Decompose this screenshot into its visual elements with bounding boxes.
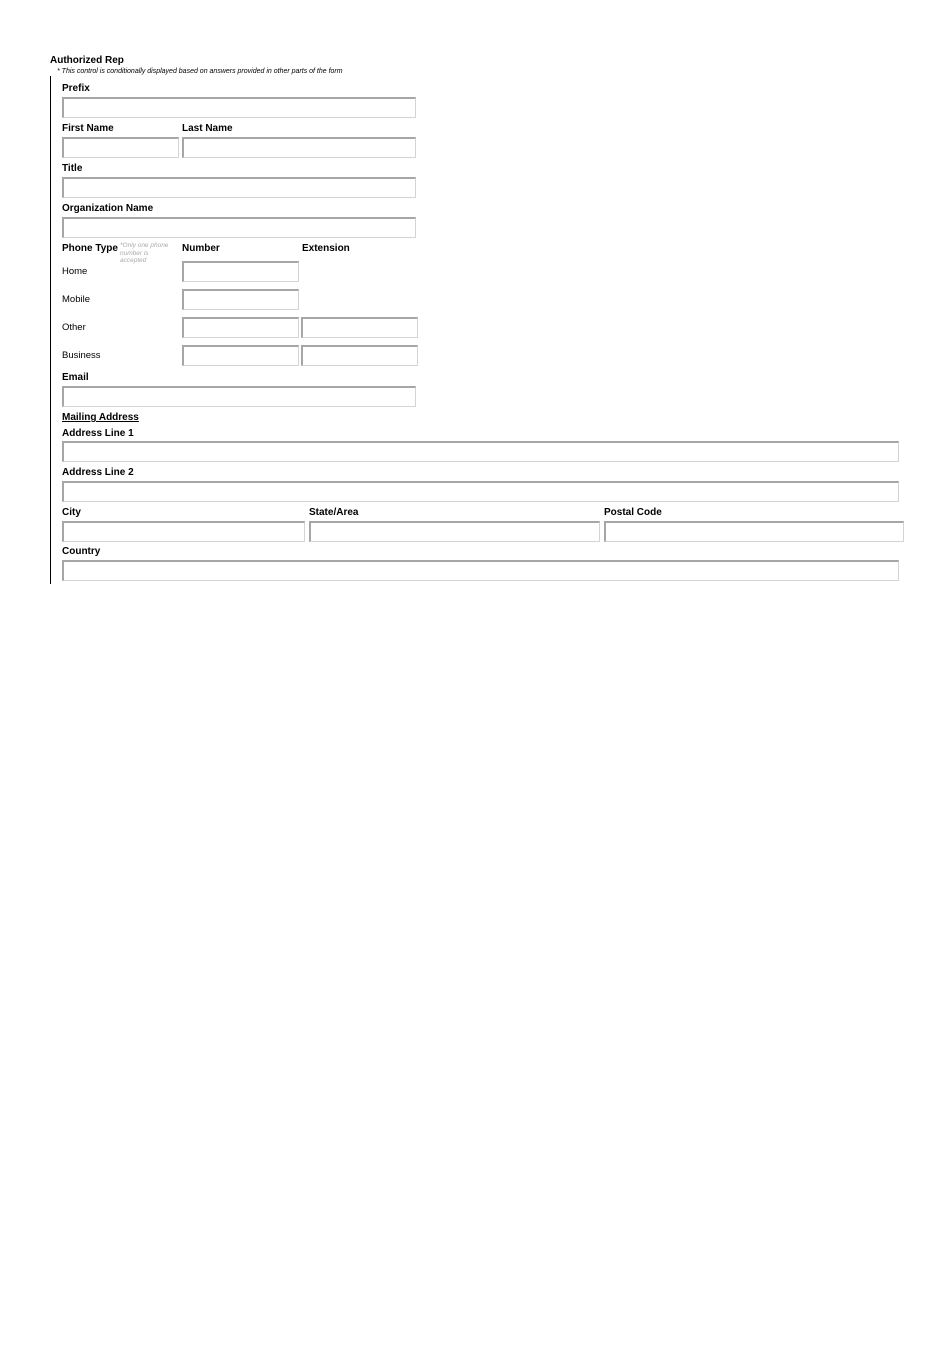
phone-note: *Only one phone number is accepted: [120, 242, 169, 264]
phone-type-other: Other: [62, 322, 86, 333]
city-input[interactable]: [62, 521, 305, 542]
address-line-2-label: Address Line 2: [62, 467, 134, 478]
conditional-note: * This control is conditionally displayed based on answers provided in other parts of the form: [57, 68, 343, 75]
last-name-label: Last Name: [182, 123, 233, 134]
address-line-1-label: Address Line 1: [62, 428, 134, 439]
mailing-address-heading: Mailing Address: [62, 412, 139, 423]
email-label: Email: [62, 372, 89, 383]
state-area-input[interactable]: [309, 521, 600, 542]
organization-name-label: Organization Name: [62, 203, 154, 214]
first-name-input[interactable]: [62, 137, 179, 158]
business-number-input[interactable]: [182, 345, 299, 366]
prefix-label: Prefix: [62, 83, 90, 94]
prefix-input[interactable]: [62, 97, 416, 118]
home-number-input[interactable]: [182, 261, 299, 282]
country-input[interactable]: [62, 560, 899, 581]
phone-type-business: Business: [62, 350, 101, 361]
phone-type-label: Phone Type: [62, 243, 118, 254]
section-divider: [50, 76, 51, 584]
last-name-input[interactable]: [182, 137, 416, 158]
country-label: Country: [62, 546, 101, 557]
organization-name-input[interactable]: [62, 217, 416, 238]
phone-type-mobile: Mobile: [62, 294, 90, 305]
title-input[interactable]: [62, 177, 416, 198]
city-label: City: [62, 507, 81, 518]
postal-code-label: Postal Code: [604, 507, 662, 518]
email-input[interactable]: [62, 386, 416, 407]
title-label: Title: [62, 163, 83, 174]
state-area-label: State/Area: [309, 507, 359, 518]
address-line-2-input[interactable]: [62, 481, 899, 502]
extension-label: Extension: [302, 243, 350, 254]
postal-code-input[interactable]: [604, 521, 904, 542]
other-extension-input[interactable]: [301, 317, 418, 338]
mobile-number-input[interactable]: [182, 289, 299, 310]
address-line-1-input[interactable]: [62, 441, 899, 462]
other-number-input[interactable]: [182, 317, 299, 338]
phone-type-home: Home: [62, 266, 88, 277]
number-label: Number: [182, 243, 220, 254]
first-name-label: First Name: [62, 123, 114, 134]
business-extension-input[interactable]: [301, 345, 418, 366]
section-title: Authorized Rep: [50, 55, 124, 66]
